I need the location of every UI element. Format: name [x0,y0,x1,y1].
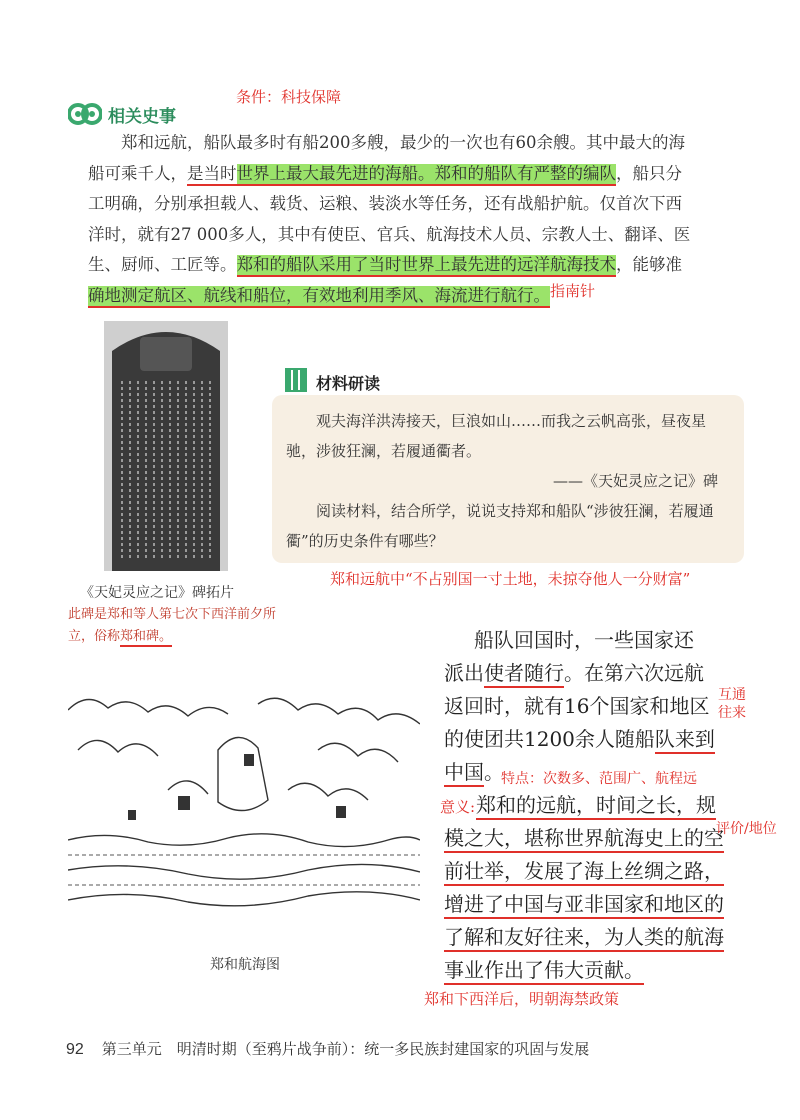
right-line-1: 船队回国时，一些国家还 [474,628,694,652]
story-line-2 [88,159,718,190]
story-text: 生、厨师、工匠等。 [88,255,237,274]
stele-rubbing-image [104,321,228,571]
book-icon [285,368,307,392]
section-title: 相关史事 [108,107,176,126]
right-line-4 [444,723,744,756]
annotation-tech-condition: 条件：科技保障 [236,88,342,106]
highlight-largest-ship: 世界上最大最先进的海船。郑和的船队有严整的编队 [237,164,617,186]
right-text: 派出 [444,661,484,685]
page-footer [66,1038,589,1059]
page-number: 92 [66,1041,84,1058]
right-line-7 [444,822,744,855]
right-line-2 [444,657,744,690]
annotation-no-territory: 郑和远航中“不占别国一寸土地，未掠夺他人一分财富” [330,570,691,588]
right-line-10 [444,921,744,954]
stele-note-underlined: 郑和碑。 [120,629,172,647]
stele-caption: 《天妃灵应之记》碑拓片 [80,585,234,601]
annotation-compass: 指南针 [550,282,596,300]
annotation-features: 特点：次数多、范围广、航程远 [501,771,697,787]
map-caption: 郑和航海图 [210,957,280,973]
story-text: 船可乘千人， [88,163,187,183]
right-line-6 [444,789,744,822]
story-text: ，船只分 [616,163,682,183]
story-line-5 [88,250,718,281]
navigation-map-image [68,690,420,922]
fleet-return-text [444,624,744,987]
right-line-8 [444,855,744,888]
right-text: 的使团共1200余人随船 [444,727,655,751]
annotation-evaluation: 评价/地位 [716,821,777,837]
material-source: ——《天妃灵应之记》碑 [552,472,718,490]
underlined-text: 是当时 [187,164,237,186]
story-line-6 [88,281,718,312]
right-line-9 [444,888,744,921]
right-underlined: 队来到 [655,727,715,754]
right-underlined: 使者随行 [484,661,564,688]
highlight-navigation-tech: 郑和的船队采用了当时世界上最先进的远洋航海技术 [237,255,617,277]
right-underlined: 中国 [444,760,484,787]
right-line-11 [444,954,744,987]
right-underlined: 了解和友好往来，为人类的航海 [444,925,724,952]
material-content [286,406,732,556]
story-line-4: 洋时，就有27 000多人，其中有使臣、官兵、航海技术人员、宗教人士、翻译、医 [88,224,691,244]
annotation-sea-ban: 郑和下西洋后，明朝海禁政策 [424,990,620,1008]
stele-note-text: 此碑是郑和等人第七次下西洋前夕所立，俗称 [68,607,277,644]
right-underlined: 增进了中国与亚非国家和地区的 [444,892,724,919]
right-underlined: 事业作出了伟大贡献。 [444,958,644,985]
right-underlined: 郑和的远航，时间之长，规 [476,793,716,820]
story-line-1: 郑和远航，船队最多时有船200多艘，最少的一次也有60余艘。其中最大的海 [121,133,685,152]
right-text: 。在第六次远航 [564,661,704,685]
story-paragraph [88,128,718,311]
right-underlined: 前壮举，发展了海上丝绸之路， [444,859,724,886]
highlight-positioning: 确地测定航区、航线和船位，有效地利用季风、海流进行航行。 [88,286,550,308]
section-logo-icon [68,100,102,128]
right-line-3: 返回时，就有16个国家和地区 [444,694,710,718]
annotation-exchange: 互通往来 [718,687,746,721]
story-text: ，能够准 [616,255,682,274]
unit-title: 第三单元 明清时期（至鸦片战争前）：统一多民族封建国家的巩固与发展 [101,1040,590,1058]
stele-note [68,604,278,648]
material-quote: 观夫海洋洪涛接天，巨浪如山……而我之云帆高张，昼夜星驰，涉彼狂澜，若履通衢者。 [286,412,707,460]
right-text: 。 [484,760,504,784]
story-line-3: 工明确，分别承担载人、载货、运粮、装淡水等任务，还有战船护航。仅首次下西 [88,194,682,213]
material-question: 阅读材料，结合所学，说说支持郑和船队“涉彼狂澜，若履通衢”的历史条件有哪些？ [286,502,714,550]
material-title: 材料研读 [316,376,381,393]
annotation-meaning: 意义: [440,798,476,816]
right-underlined: 模之大，堪称世界航海史上的空 [444,826,724,853]
